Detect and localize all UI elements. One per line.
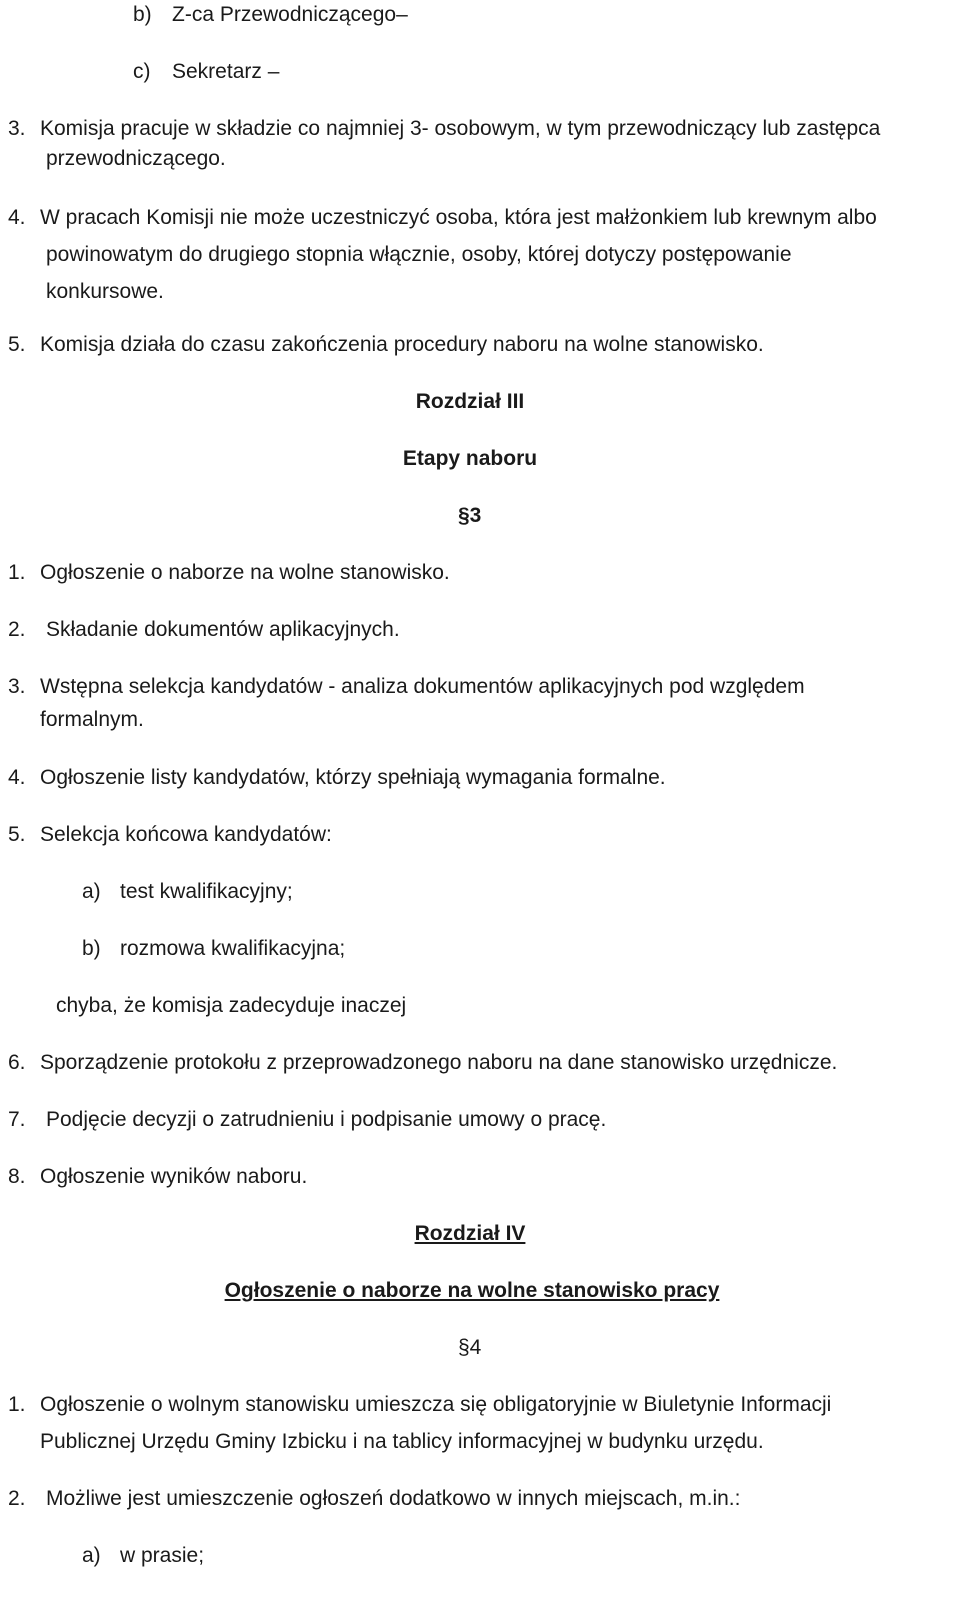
item-line: Publicznej Urzędu Gminy Izbicku i na tablicy informacyjnej w budynku urzędu. xyxy=(40,1430,764,1453)
chapter-subtitle: Etapy naboru xyxy=(402,447,538,470)
item-number: 2. xyxy=(8,618,26,641)
item-line: Składanie dokumentów aplikacyjnych. xyxy=(46,618,400,641)
item-line: W pracach Komisji nie może uczestniczyć osoba, która jest małżonkiem lub krewnym albo xyxy=(40,206,877,229)
list-item-text: test kwalifikacyjny; xyxy=(120,880,293,903)
item-line: formalnym. xyxy=(40,708,144,731)
item-line: konkursowe. xyxy=(46,280,164,303)
item-number: 7. xyxy=(8,1108,26,1131)
item-number: 1. xyxy=(8,1393,26,1416)
item-line: przewodniczącego. xyxy=(46,147,226,170)
chapter-title: Rozdział IV xyxy=(414,1222,526,1245)
selection-note: chyba, że komisja zadecyduje inaczej xyxy=(56,994,407,1017)
list-item-text: Sekretarz – xyxy=(172,60,280,83)
item-line: Komisja działa do czasu zakończenia procedury naboru na wolne stanowisko. xyxy=(40,333,764,356)
item-line: Ogłoszenie listy kandydatów, którzy spełniają wymagania formalne. xyxy=(40,766,666,789)
item-line: Ogłoszenie o naborze na wolne stanowisko. xyxy=(40,561,450,584)
list-marker: a) xyxy=(82,880,101,903)
list-item-text: Z-ca Przewodniczącego– xyxy=(172,3,408,26)
item-number: 5. xyxy=(8,333,26,356)
list-marker: b) xyxy=(82,937,101,960)
item-line: Sporządzenie protokołu z przeprowadzonego naboru na dane stanowisko urzędnicze. xyxy=(40,1051,838,1074)
item-number: 3. xyxy=(8,675,26,698)
item-number: 4. xyxy=(8,206,26,229)
list-marker: b) xyxy=(133,3,152,26)
chapter-title: Rozdział III xyxy=(415,390,525,413)
list-item-text: w prasie; xyxy=(120,1544,205,1567)
section-number: §3 xyxy=(458,504,482,527)
item-number: 6. xyxy=(8,1051,26,1074)
item-number: 5. xyxy=(8,823,26,846)
section-number: §4 xyxy=(458,1336,482,1359)
item-number: 8. xyxy=(8,1165,26,1188)
item-number: 2. xyxy=(8,1487,26,1510)
item-line: powinowatym do drugiego stopnia włącznie, osoby, której dotyczy postępowanie xyxy=(46,243,792,266)
item-line: Wstępna selekcja kandydatów - analiza dokumentów aplikacyjnych pod względem xyxy=(40,675,805,698)
list-item-text: rozmowa kwalifikacyjna; xyxy=(120,937,346,960)
item-line: Selekcja końcowa kandydatów: xyxy=(40,823,332,846)
item-number: 4. xyxy=(8,766,26,789)
list-marker: c) xyxy=(133,60,151,83)
item-line: Komisja pracuje w składzie co najmniej 3- osobowym, w tym przewodniczący lub zastępca xyxy=(40,117,881,140)
item-line: Możliwe jest umieszczenie ogłoszeń dodatkowo w innych miejscach, m.in.: xyxy=(46,1487,741,1510)
item-line: Ogłoszenie o wolnym stanowisku umieszcza się obligatoryjnie w Biuletynie Informacji xyxy=(40,1393,832,1416)
chapter-subtitle: Ogłoszenie o naborze na wolne stanowisko pracy xyxy=(224,1279,720,1302)
item-number: 1. xyxy=(8,561,26,584)
item-number: 3. xyxy=(8,117,26,140)
list-marker: a) xyxy=(82,1544,101,1567)
item-line: Podjęcie decyzji o zatrudnieniu i podpisanie umowy o pracę. xyxy=(46,1108,607,1131)
item-line: Ogłoszenie wyników naboru. xyxy=(40,1165,308,1188)
